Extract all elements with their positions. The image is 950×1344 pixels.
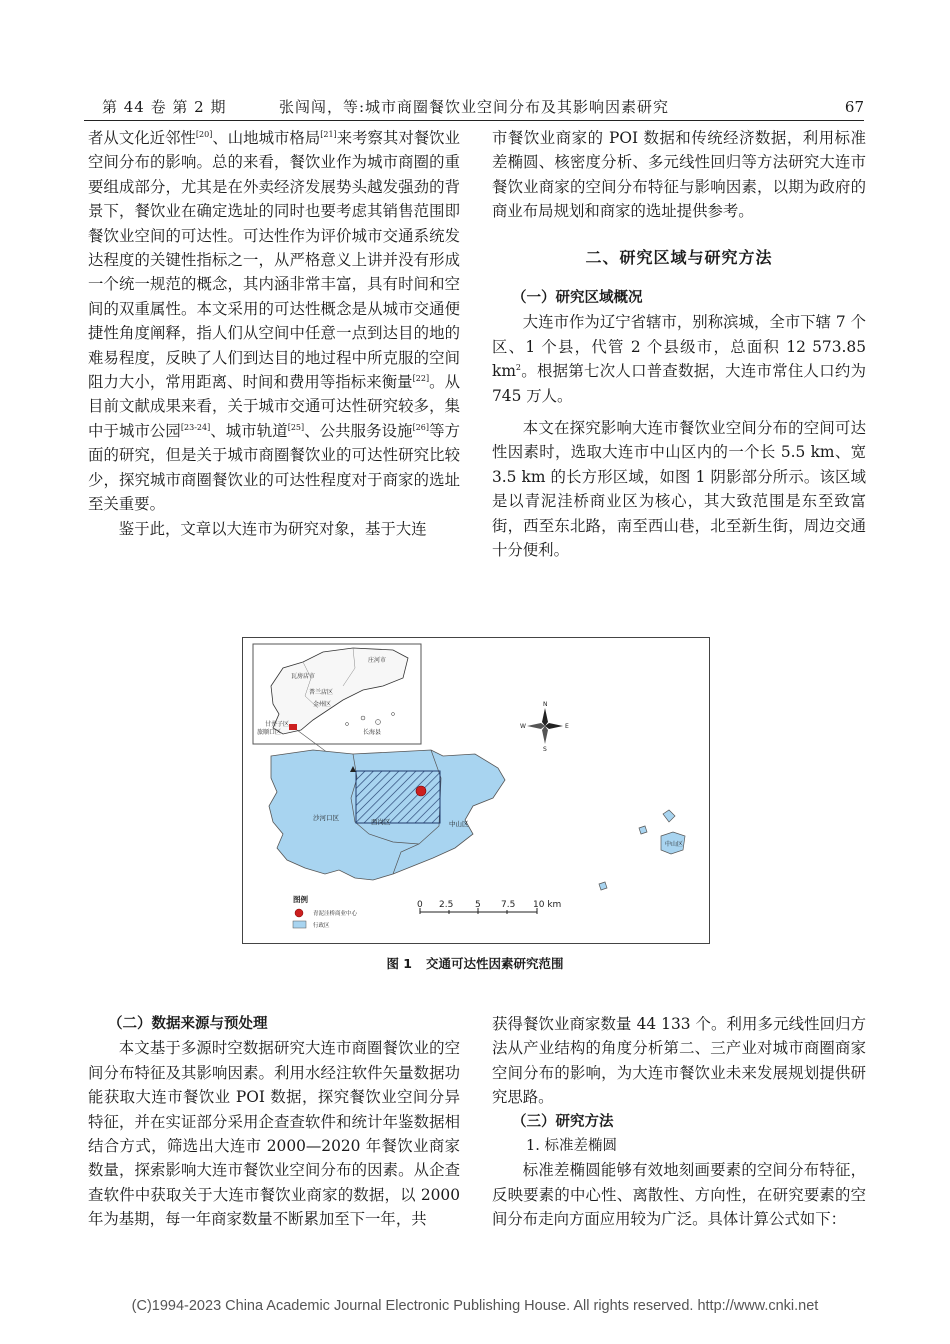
legend-marker-icon [295,909,303,917]
legend-item: 青泥洼桥商业中心 [313,911,358,917]
island [639,826,647,834]
subsubsection-heading: 1. 标准差椭圆 [526,1138,617,1155]
study-area-map [243,638,709,943]
figure-title: 交通可达性因素研究范围 [426,956,564,971]
island [663,810,675,822]
legend-title: 图例 [293,895,308,904]
section-heading: 二、研究区域与研究方法 [585,247,773,267]
figure-number: 图 1 [386,956,413,971]
svg-text:W: W [520,723,526,730]
svg-text:E: E [565,723,569,730]
paragraph: 本文基于多源时空数据研究大连市商圈餐饮业的空间分布特征及其影响因素。利用水经注软件矢量数据功能获取大连市餐饮业 POI 数据，探究餐饮业空间分异特征，并在实证部分采用企查查软件和统计年鉴数据相结合方式，筛选出大连市 2000—2020 年餐饮业商家数量，探索影响大连市餐饮业空间分布的因素。从企查查软件中获取关于大连市餐饮业商家的数据，以 2000 年为基期，每一年商家数量不断累加至下一年，共 [88,1039,460,1229]
inset-label: 甘井子区 [265,721,290,728]
district-label: 西岗区 [371,818,391,826]
page-number: 67 [844,98,864,116]
svg-text:0: 0 [417,900,423,910]
paragraph: 本文在探究影响大连市餐饮业空间分布的空间可达性因素时，选取大连市中山区内的一个长 5.5 km、宽 3.5 km 的长方形区域，如图 1 阴影部分所示。该区域是以青泥洼桥商业区为核心，其大致范围是东至致富街，西至东北路，南至西山巷，北至新生街，周边交通十分便利。 [492,419,866,560]
copyright-footer: (C)1994-2023 China Academic Journal Electronic Publishing House. All rights reserved. http://www.cnki.net [131,1298,819,1314]
svg-text:S: S [543,746,547,753]
north-arrow-icon [520,701,569,753]
paragraph: 大连市作为辽宁省辖市，别称滨城，全市下辖 7 个区、1 个县，代管 2 个县级市，总面积 12 573.85 $km^2$。根据第七次人口普查数据，大连市常住人口约为 745 万人。 [492,313,866,405]
inset-label: 金州区 [313,701,332,708]
paragraph: 鉴于此，文章以大连市为研究对象，基于大连 [118,519,427,538]
svg-text:7.5: 7.5 [501,900,516,910]
left-column-bottom [88,1012,460,1232]
running-header [84,94,864,121]
inset-label: 普兰店区 [309,689,334,696]
study-area-hatched [356,771,440,823]
inset-label: 瓦房店市 [291,673,316,680]
legend-swatch [293,921,306,928]
paragraph: 者从文化近邻性[20]、山地城市格局[21]来考察其对餐饮业空间分布的影响。总的来看，餐饮业作为城市商圈的重要组成部分，尤其是在外卖经济发展势头越发强劲的背景下，餐饮业在确定选址的同时也要考虑其销售范围即餐饮业空间的可达性。可达性作为评价城市交通系统发达程度的关键性指标之一，从严格意义上讲并没有形成一个统一规范的概念，其内涵非常丰富，具有时间和空间的双重属性。本文采用的可达性概念是从城市交通便捷性角度阐释，指人们从空间中任意一点到达目的地的难易程度，反映了人们到达目的地过程中所克服的空间阻力大小，常用距离、时间和费用等指标来衡量[22]。从目前文献成果来看，关于城市交通可达性研究较多，集中于城市公园[23-24]、城市轨道[25]、公共服务设施[26]等方面的研究，但是关于城市商圈餐饮业的可达性研究比较少，探究城市商圈餐饮业的可达性程度对于商家的选址至关重要。 [88,129,460,514]
subsection-heading: （一）研究区域概况 [512,290,643,307]
district-label: 沙河口区 [313,814,339,822]
subsection-heading: （二）数据来源与预处理 [108,1016,268,1032]
issue-info: 第 44 卷 第 2 期 [102,98,227,116]
figure-caption [0,954,950,972]
right-column-top [492,126,866,563]
qingniwaqiao-marker [416,786,426,796]
inset-label: 旅顺口区 [257,729,282,736]
svg-text:10 km: 10 km [533,900,562,910]
svg-text:N: N [543,701,548,708]
right-column-bottom [492,1012,866,1232]
paragraph: 获得餐饮业商家数量 44 133 个。利用多元线性回归方法从产业结构的角度分析第二、三产业对城市商圈商家空间分布的影响，为大连市餐饮业未来发展规划提供研究思路。 [492,1015,866,1107]
inset-label: 庄河市 [368,657,387,664]
subsection-heading: （三）研究方法 [512,1113,614,1130]
inset-study-marker [289,724,297,730]
district-label: 中山区 [449,820,469,828]
svg-text:5: 5 [475,900,481,910]
inset-label: 长海县 [363,729,382,736]
paragraph: 标准差椭圆能够有效地刻画要素的空间分布特征，反映要素的中心性、离散性、方向性，在研究要素的空间分布走向方面应用较为广泛。具体计算公式如下： [492,1161,866,1229]
paragraph: 市餐饮业商家的 POI 数据和传统经济数据，利用标准差椭圆、核密度分析、多元线性回归等方法研究大连市餐饮业商家的空间分布特征与影响因素，以期为政府的商业布局规划和商家的选址提供参考。 [492,129,866,221]
running-title: 张闯闯，等:城市商圈餐饮业空间分布及其影响因素研究 [278,98,670,116]
legend-item: 行政区 [313,923,330,929]
figure-map [242,637,710,944]
district-label: 中山区 [665,841,684,848]
left-column-top [88,126,460,541]
island [599,882,607,890]
svg-text:2.5: 2.5 [439,900,454,910]
scale-bar [417,900,561,914]
